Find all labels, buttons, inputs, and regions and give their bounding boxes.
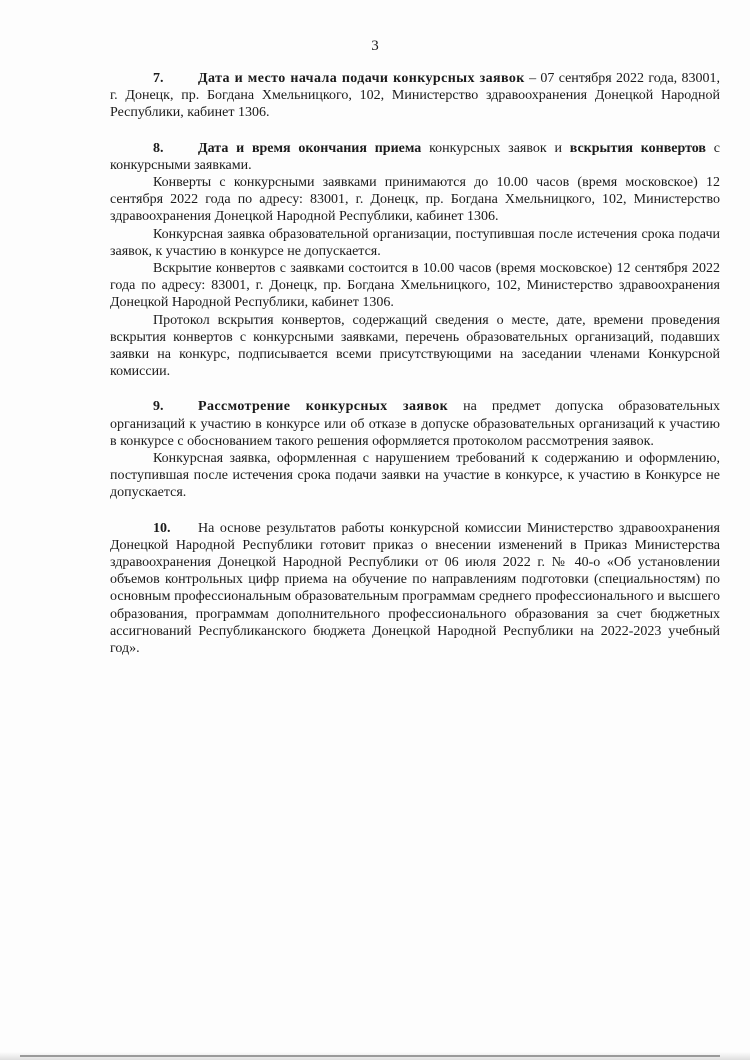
document-body (110, 70, 720, 675)
section-number: 8. (153, 140, 164, 156)
section-number: 10. (153, 520, 171, 536)
section-number: 7. (153, 71, 164, 86)
paragraph: Протокол вскрытия конвертов, содержащий сведения о месте, дате, времени проведения вскрытия конвертов с конкурсными заявками, перечень образовательных организаций, подавших заявки на конкурс, подписывается всеми присутствующими на заседании членами Конкурсной комиссии. (110, 312, 720, 380)
paragraph (110, 398, 720, 450)
paragraph: Конкурсная заявка, оформленная с нарушением требований к содержанию и оформлению, поступившая после истечения срока подачи заявки на участие в конкурсе, к участию в Конкурсе не допускается. (110, 451, 720, 501)
paragraph-text: На основе результатов работы конкурсной комиссии Министерство здравоохранения Донецкой Народной Республики готовит приказ о внесении изменений в Приказ Министерства здравоохранения Донецкой Народной Республики от 06 июля 2022 г. № 40-о «Об установлении объемов контрольных цифр приема на обучение по направлениям подготовки (специальностям) по основным профессиональным образовательным программам среднего профессионального и высшего образования, программам дополнительного профессионального образования за счет бюджетных ассигнований Республиканского бюджета Донецкой Народной Республики на 2022-2023 учебный год». (110, 520, 720, 657)
paragraph (110, 520, 720, 658)
paragraph (110, 140, 720, 174)
paragraph-text: с конкурсными заявками. (110, 140, 720, 173)
section-number: 9. (153, 399, 164, 415)
section-heading: Дата и время окончания приема (198, 140, 422, 156)
paragraph: Вскрытие конвертов с заявками состоится в 10.00 часов (время московское) 12 сентября 2022 года по адресу: 83001, г. Донецк, пр. Богдана Хмельницкого, 102, Министерство здравоохранения Донецкой Народной Республики, кабинет 1306. (110, 261, 720, 311)
paragraph-text: на предмет допуска образовательных организаций к участию в конкурсе или об отказе в допуске образовательных организаций к участию в конкурсе с обоснованием такого решения оформляется протоколом рассмотрения заявок. (110, 399, 720, 449)
section-7 (110, 70, 720, 122)
paragraph-text: конкурсных заявок и (421, 140, 570, 156)
paragraph (110, 70, 720, 122)
section-heading: Дата и место начала подачи конкурсных заявок (198, 71, 525, 86)
paragraph: Конкурсная заявка образовательной организации, поступившая после истечения срока подачи заявок, к участию в конкурсе не допускается. (110, 226, 720, 259)
page-number: 3 (371, 38, 379, 54)
paragraph: Конверты с конкурсными заявками принимаются до 10.00 часов (время московское) 12 сентября 2022 года по адресу: 83001, г. Донецк, пр. Богдана Хмельницкого, 102, Министерство здравоохранения Донецкой Народной Республики, кабинет 1306. (110, 175, 720, 225)
section-heading-part: вскрытия конвертов (569, 140, 706, 156)
section-heading: Рассмотрение конкурсных заявок (198, 399, 449, 415)
section-9 (110, 398, 720, 501)
paragraph-text: – 07 сентября 2022 года, 83001, г. Донецк, пр. Богдана Хмельницкого, 102, Министерство здравоохранения Донецкой Народной Республики, кабинет 1306. (110, 71, 720, 121)
scan-bottom-edge (20, 1055, 720, 1057)
section-8 (110, 140, 720, 381)
section-10 (110, 520, 720, 658)
